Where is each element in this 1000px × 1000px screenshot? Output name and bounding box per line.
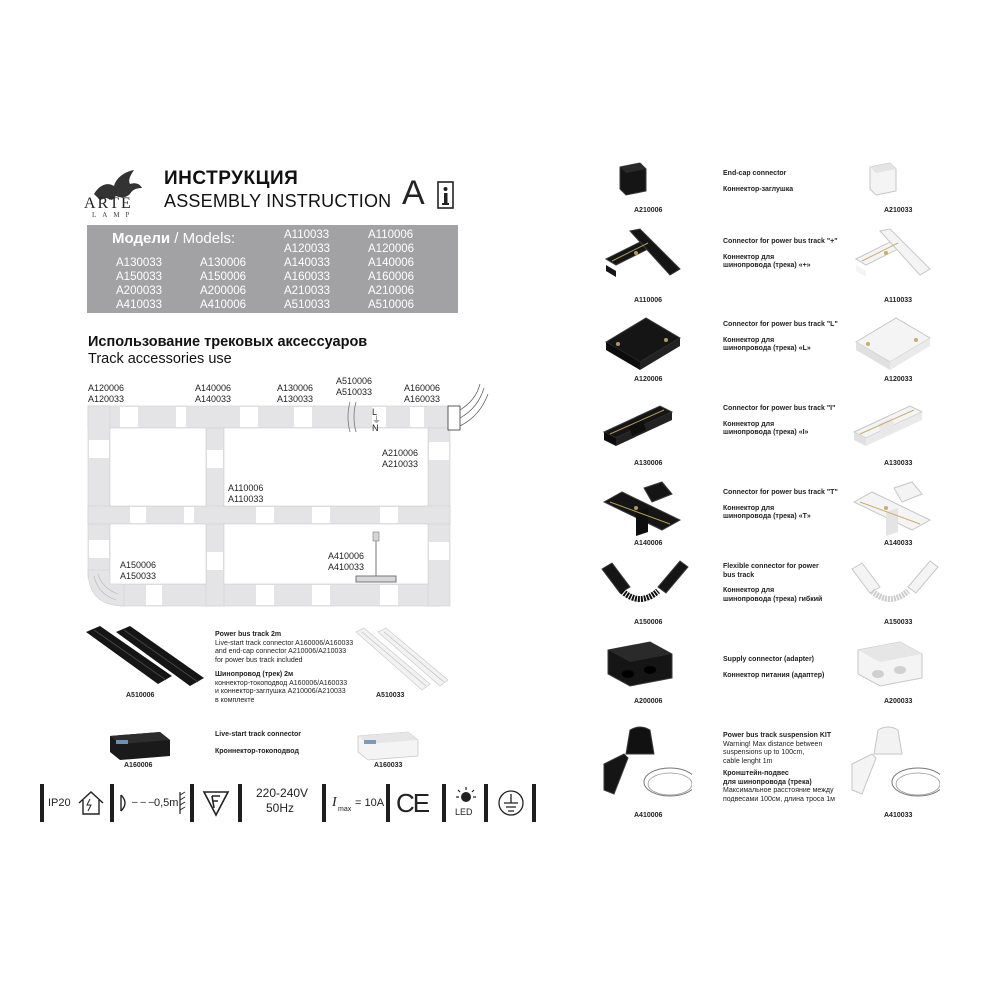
models-column-1: [116, 256, 162, 312]
usage-heading-en: Track accessories use: [88, 351, 232, 367]
desc-title: Connector for power bus track "L": [723, 321, 838, 328]
label-line: A410033: [328, 561, 365, 572]
model-code: A210006: [368, 285, 415, 297]
ce-mark: CE: [396, 788, 429, 818]
product-description: [723, 238, 838, 271]
diagram-label-a120: [88, 383, 124, 404]
white-product-image: [850, 225, 942, 295]
models-label-ru: Модели: [112, 230, 171, 247]
model-code: A510006: [368, 299, 415, 311]
models-label-en: Models:: [182, 230, 236, 247]
product-code: A120006: [634, 376, 663, 383]
desc-title: Коннектор для: [723, 587, 775, 594]
label-line: A130006: [277, 383, 314, 393]
product-description: [723, 170, 793, 194]
desc-title: Power bus track 2m: [215, 631, 282, 638]
imax-i: I: [332, 795, 337, 810]
title-english: ASSEMBLY INSTRUCTION: [164, 191, 392, 211]
desc-line: подвесами 100см, длина троса 1м: [723, 795, 835, 803]
label-line: A110006: [228, 483, 264, 493]
desc-title: Коннектор питания (адаптер): [723, 671, 825, 679]
diagram-label-a110: [228, 483, 263, 504]
terminal-n: N: [372, 423, 379, 433]
label-line: A150006: [120, 560, 157, 570]
a-mark: A: [402, 174, 425, 212]
black-live-connector-image: [106, 726, 174, 762]
desc-title: Power bus track suspension KIT: [723, 732, 832, 739]
model-code: A200033: [116, 285, 163, 297]
product-code: A130033: [884, 460, 913, 467]
diagram-label-a410: [328, 551, 364, 572]
label-line: A140006: [195, 383, 232, 393]
models-column-2: [200, 256, 246, 312]
product-description: [723, 563, 822, 604]
product-code: A130006: [634, 460, 663, 467]
imax-sub: max: [338, 806, 352, 813]
label-line: A160033: [404, 393, 441, 404]
brand-name: ARTE: [84, 195, 133, 212]
desc-title: Коннектор-заглушка: [723, 185, 794, 193]
desc-line: Warning! Max distance between: [723, 740, 823, 748]
diagram-label-a510: [336, 376, 372, 397]
product-description: [723, 656, 824, 680]
model-code: A150033: [116, 271, 163, 283]
desc-title: End-cap connector: [723, 170, 787, 177]
desc-title: Коннектор для: [723, 420, 775, 428]
label-line: A140033: [195, 393, 232, 404]
product-code: A110006: [634, 297, 663, 304]
product-code: A200006: [634, 698, 663, 705]
desc-line: Максимальное расстояние между: [723, 787, 834, 794]
white-product-image: [850, 155, 942, 205]
desc-title: Коннектор для: [723, 336, 775, 344]
label-line: A510033: [336, 386, 373, 397]
desc-line: suspensions up to 100cm,: [723, 749, 805, 756]
usage-heading-ru: Использование трековых аксессуаров: [88, 334, 368, 350]
product-description: [723, 321, 838, 354]
led-bulb-icon: [455, 786, 477, 806]
desc-line: Live-start track connector A160006/A160033: [215, 639, 354, 647]
title-russian: ИНСТРУКЦИЯ: [164, 168, 299, 189]
product-code: A510006: [126, 692, 155, 699]
product-code: A150006: [634, 619, 663, 626]
white-product-image: [850, 480, 942, 538]
voltage-text: 220-240V: [256, 786, 309, 800]
models-column-3: [284, 228, 330, 312]
product-code: A410006: [634, 812, 663, 819]
track-description: [215, 631, 353, 705]
label-line: A510006: [336, 376, 373, 386]
product-code: A200033: [884, 698, 913, 705]
surface-hatch-icon: [177, 790, 187, 816]
distance-dashes: – – –: [132, 797, 155, 808]
desc-title: шинопровода (трека) «+»: [723, 262, 811, 269]
model-code: A200006: [200, 285, 247, 297]
f-mark-icon: [202, 789, 230, 817]
diagram-label-a150: [120, 560, 156, 581]
black-product-image: [600, 557, 692, 617]
product-code: A410033: [884, 812, 913, 819]
white-product-image: [848, 724, 940, 810]
desc-title: Supply connector (adapter): [723, 656, 815, 663]
white-track-image: [350, 626, 450, 692]
black-product-image: [600, 225, 692, 295]
ip20-text: IP20: [48, 797, 71, 809]
model-code: A140006: [368, 257, 415, 269]
label-line: A210033: [382, 458, 419, 469]
product-code: A210006: [634, 207, 663, 214]
product-code: A510033: [376, 692, 405, 699]
terminal-earth: ⏚: [372, 415, 382, 425]
product-code: A140033: [884, 540, 913, 547]
model-code: A160006: [368, 271, 415, 283]
terminal-l: L: [372, 407, 378, 417]
white-product-image: [850, 634, 942, 696]
diagram-label-a140: [195, 383, 231, 404]
desc-title: Коннектор для: [723, 504, 775, 512]
desc-title: для шинопровода (трека): [723, 778, 812, 786]
label-line: A410006: [328, 551, 365, 561]
model-code: A410006: [200, 299, 247, 311]
desc-title: Connector for power bus track "I": [723, 405, 836, 412]
models-column-4: [368, 228, 414, 312]
desc-title: Live-start track connector: [215, 731, 301, 738]
model-code: A130006: [200, 257, 247, 269]
desc-title: Connector for power bus track "+": [723, 238, 838, 245]
desc-title: шинопровода (трека) «I»: [723, 429, 809, 436]
imax-value: = 10A: [355, 797, 385, 809]
label-line: A120033: [88, 393, 125, 404]
desc-title: Кроннектор-токоподвод: [215, 747, 299, 755]
black-product-image: [600, 398, 692, 458]
product-code: A120033: [884, 376, 913, 383]
desc-title: Коннектор для: [723, 253, 775, 261]
models-label-sep: /: [170, 230, 183, 247]
desc-title: шинопровода (трека) «L»: [723, 345, 811, 352]
white-live-connector-image: [354, 726, 422, 762]
desc-line: for power bus track included: [215, 656, 303, 664]
desc-title: шинопровода (трека) гибкий: [723, 595, 823, 603]
black-product-image: [600, 480, 692, 538]
black-product-image: [600, 155, 692, 205]
desc-title: bus track: [723, 571, 755, 579]
product-code: A160006: [124, 762, 153, 769]
desc-title: Connector for power bus track "T": [723, 489, 838, 496]
product-code: A140006: [634, 540, 663, 547]
model-code: A210033: [284, 285, 331, 297]
white-product-image: [850, 557, 942, 617]
label-line: A150033: [120, 570, 157, 581]
product-description: [723, 489, 838, 522]
desc-line: коннектор-токоподвод A160006/A160033: [215, 679, 348, 687]
model-code: A120033: [284, 243, 331, 255]
model-code: A130033: [116, 257, 163, 269]
model-code: A120006: [368, 243, 415, 255]
desc-title: Шинопровод (трек) 2м: [215, 671, 294, 678]
product-code: A110033: [884, 297, 913, 304]
label-line: A130033: [277, 393, 314, 404]
desc-title: Кронштейн-подвес: [723, 770, 789, 777]
frequency-text: 50Hz: [266, 801, 295, 815]
desc-line: cable lenght 1m: [723, 757, 773, 765]
diagram-label-a160: [404, 383, 440, 404]
desc-title: Flexible connector for power: [723, 563, 819, 570]
product-code: A150033: [884, 619, 913, 626]
desc-line: в комплекте: [215, 696, 255, 704]
label-line: A210006: [382, 448, 419, 458]
ground-icon: [496, 788, 526, 818]
house-icon: [76, 789, 106, 817]
model-code: A150006: [200, 271, 247, 283]
models-label: [112, 230, 235, 247]
product-description: [723, 732, 835, 804]
lamp-icon: [118, 792, 132, 814]
label-line: A160006: [404, 383, 441, 393]
product-description: [723, 405, 835, 438]
desc-line: and end-cap connector A210006/A210033: [215, 648, 347, 655]
black-product-image: [600, 312, 692, 374]
diagram-label-a210: [382, 448, 418, 469]
model-code: A160033: [284, 271, 331, 283]
live-connector-description: [215, 731, 301, 756]
black-product-image: [600, 634, 692, 696]
product-code: A210033: [884, 207, 913, 214]
desc-line: и коннектор-заглушка A210006/A210033: [215, 688, 346, 695]
desc-title: шинопровода (трека) «T»: [723, 513, 811, 520]
model-code: A110006: [368, 229, 414, 241]
model-code: A510033: [284, 299, 331, 311]
model-code: A110033: [284, 229, 330, 241]
black-track-image: [80, 622, 210, 692]
diagram-label-a130: [277, 383, 313, 404]
led-text: LED: [455, 807, 473, 817]
model-code: A410033: [116, 299, 163, 311]
label-line: A110033: [228, 493, 264, 504]
model-code: A140033: [284, 257, 331, 269]
label-line: A120006: [88, 383, 125, 393]
product-code: A160033: [374, 762, 403, 769]
info-book-icon: [436, 178, 456, 210]
white-product-image: [850, 398, 942, 458]
white-product-image: [850, 312, 942, 374]
black-product-image: [600, 724, 692, 810]
brand-subtitle: LAMP: [92, 211, 136, 219]
distance-text: 0,5m: [154, 797, 179, 809]
